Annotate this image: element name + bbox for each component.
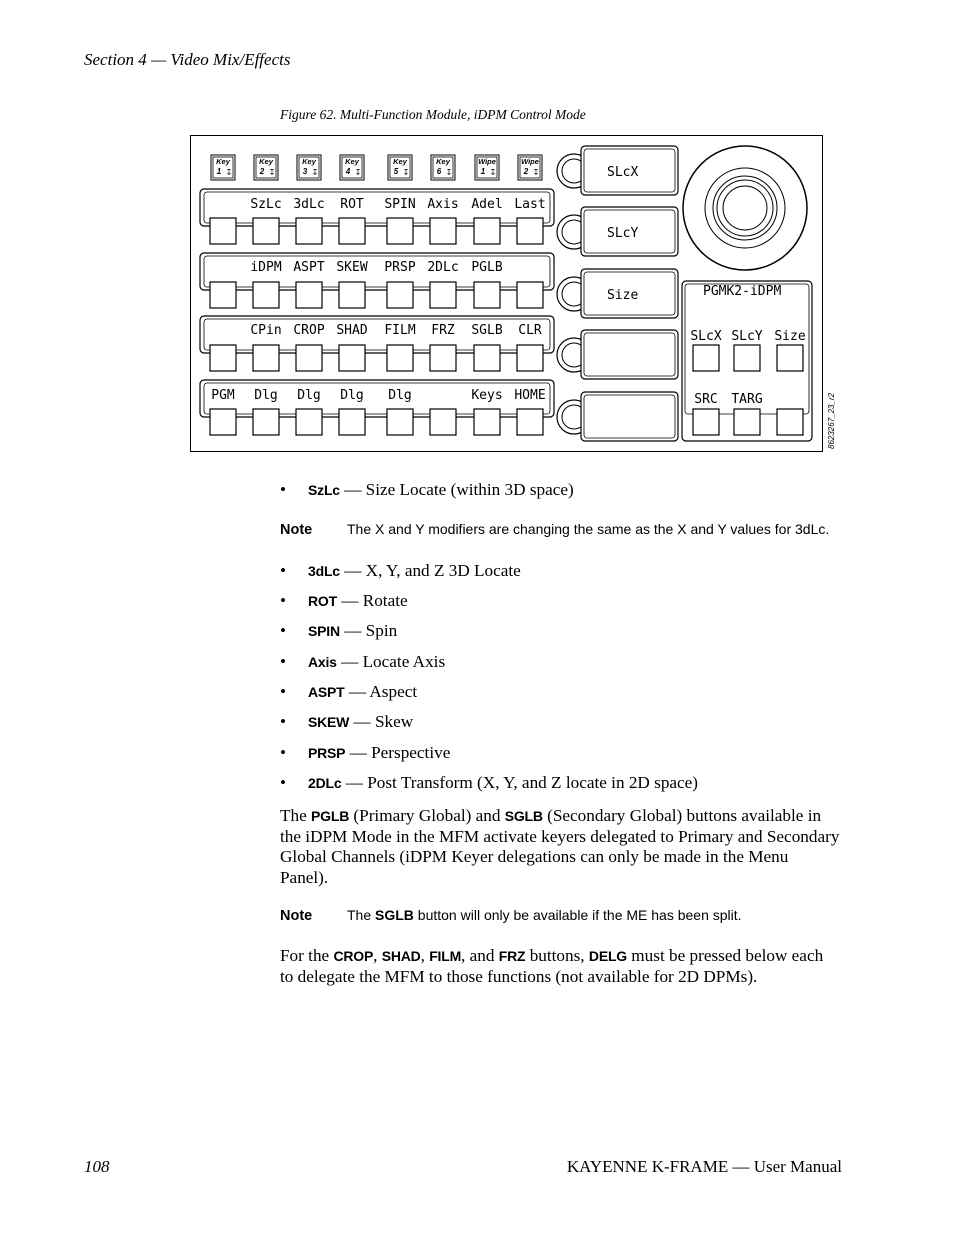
arrow-down-icon: ↧ bbox=[445, 168, 453, 177]
key-button-number: 5 bbox=[393, 167, 399, 176]
mfm-button[interactable] bbox=[339, 197, 365, 244]
key-select-button[interactable] bbox=[254, 155, 278, 180]
description: — Spin bbox=[339, 621, 398, 640]
mfm-button-label: SKEW bbox=[336, 260, 368, 275]
description: — Skew bbox=[349, 712, 414, 731]
mfm-button[interactable] bbox=[253, 388, 279, 435]
key-button-number: 4 bbox=[345, 167, 351, 176]
bullet-item: • ROT — Rotate bbox=[280, 591, 408, 610]
description: — Post Transform (X, Y, and Z locate in 2D space) bbox=[341, 773, 699, 792]
knob-label: SLcX bbox=[607, 165, 639, 180]
mfm-button[interactable] bbox=[430, 323, 456, 371]
mfm-button[interactable] bbox=[336, 323, 367, 371]
mfm-button[interactable] bbox=[210, 388, 236, 435]
mfm-button-label: 2DLc bbox=[427, 260, 459, 275]
mfm-button-label: CROP bbox=[293, 323, 325, 338]
note-1 bbox=[280, 521, 829, 539]
note-label: Note bbox=[280, 522, 313, 538]
bullet-item: • ASPT — Aspect bbox=[280, 682, 418, 701]
panel-button-label: SLcX bbox=[690, 329, 722, 344]
mfm-button[interactable] bbox=[471, 388, 502, 435]
bullet-item: • SPIN — Spin bbox=[280, 621, 398, 640]
mfm-button-label: PRSP bbox=[384, 260, 416, 275]
panel-label: SRC bbox=[694, 392, 718, 407]
panel-button-label: SLcY bbox=[731, 329, 763, 344]
panel-button-label: Size bbox=[774, 329, 806, 344]
knob-label-display bbox=[581, 330, 678, 379]
mfm-button[interactable] bbox=[514, 388, 545, 435]
figure-caption: Figure 62. Multi-Function Module, iDPM Control Mode bbox=[280, 107, 586, 122]
mfm-button[interactable] bbox=[430, 409, 456, 435]
mfm-button[interactable] bbox=[250, 323, 281, 371]
mfm-button[interactable] bbox=[427, 197, 458, 244]
key-button-number: 6 bbox=[436, 167, 442, 176]
mfm-button[interactable] bbox=[210, 282, 236, 308]
mfm-button[interactable] bbox=[293, 323, 324, 371]
arrow-down-icon: ↧ bbox=[268, 168, 276, 177]
mfm-button-label: SHAD bbox=[336, 323, 368, 338]
mfm-button-label: Keys bbox=[471, 388, 503, 403]
key-select-button[interactable] bbox=[340, 155, 364, 180]
figure-id: 8623267_23_r2 bbox=[827, 392, 836, 449]
key-button-top-label: Key bbox=[259, 157, 273, 166]
mfm-button-label: CLR bbox=[518, 323, 542, 338]
mfm-button[interactable] bbox=[387, 388, 413, 435]
mfm-button-label: SGLB bbox=[471, 323, 503, 338]
mfm-button-label: iDPM bbox=[250, 260, 282, 275]
knob-label-display bbox=[581, 392, 678, 441]
mfm-button-label: Dlg bbox=[340, 388, 364, 403]
arrow-down-icon: ↧ bbox=[225, 168, 233, 177]
panel-label: TARG bbox=[731, 392, 763, 407]
term: 3dLc bbox=[308, 563, 340, 579]
mfm-button-label: Dlg bbox=[297, 388, 321, 403]
mfm-button-label: ROT bbox=[340, 197, 364, 212]
arrow-down-icon: ↧ bbox=[354, 168, 362, 177]
page-number: 108 bbox=[84, 1157, 110, 1176]
bullet-item: • 2DLc — Post Transform (X, Y, and Z locate in 2D space) bbox=[280, 773, 699, 792]
key-select-button[interactable] bbox=[388, 155, 412, 180]
term: ASPT bbox=[308, 684, 345, 700]
term: Axis bbox=[308, 654, 337, 670]
panel-bottom-button[interactable] bbox=[777, 409, 803, 435]
mfm-button[interactable] bbox=[517, 282, 543, 308]
key-button-top-label: Wipe bbox=[478, 157, 496, 166]
key-select-button[interactable] bbox=[475, 155, 499, 180]
key-button-top-label: Key bbox=[345, 157, 359, 166]
key-button-number: 2 bbox=[259, 167, 265, 176]
mfm-button[interactable] bbox=[471, 197, 502, 244]
mfm-button[interactable] bbox=[514, 197, 545, 244]
mfm-diagram bbox=[190, 135, 836, 452]
mfm-button[interactable] bbox=[517, 323, 543, 371]
key-button-top-label: Key bbox=[436, 157, 450, 166]
panel-button[interactable] bbox=[774, 329, 805, 371]
bullet-item: • Axis — Locate Axis bbox=[280, 652, 446, 671]
mfm-button-label: SPIN bbox=[384, 197, 416, 212]
arrow-down-icon: ↧ bbox=[402, 168, 410, 177]
mfm-button[interactable] bbox=[427, 260, 458, 308]
mfm-button[interactable] bbox=[293, 260, 324, 308]
mfm-button[interactable] bbox=[336, 260, 367, 308]
mfm-button[interactable] bbox=[471, 323, 502, 371]
panel-button[interactable] bbox=[690, 329, 721, 371]
mfm-button[interactable] bbox=[339, 388, 365, 435]
note-text: The SGLB button will only be available if the ME has been split. bbox=[347, 907, 742, 923]
mfm-button-label: 3dLc bbox=[293, 197, 325, 212]
description: — Rotate bbox=[336, 591, 408, 610]
term: ROT bbox=[308, 593, 337, 609]
mfm-button-label: PGM bbox=[211, 388, 235, 403]
description: — X, Y, and Z 3D Locate bbox=[339, 561, 521, 580]
mfm-button-label: FILM bbox=[384, 323, 416, 338]
panel-bottom-button[interactable] bbox=[693, 409, 719, 435]
key-select-button[interactable] bbox=[431, 155, 455, 180]
term: SPIN bbox=[308, 623, 340, 639]
mfm-button-label: PGLB bbox=[471, 260, 503, 275]
mfm-button-label: Axis bbox=[427, 197, 459, 212]
mfm-button-label: SzLc bbox=[250, 197, 282, 212]
description: — Perspective bbox=[345, 743, 451, 762]
note-label: Note bbox=[280, 908, 313, 924]
mfm-button[interactable] bbox=[250, 197, 281, 244]
bullet-item: • SKEW — Skew bbox=[280, 712, 414, 731]
paragraph-globals: The PGLB (Primary Global) and SGLB (Secondary Global) buttons available in the iDPM Mode in the MFM activate keyers delegated to Primary and Secondary Global Channels (iDPM Keyer delegations can only be made in the Menu Panel). bbox=[280, 806, 840, 887]
mfm-button[interactable] bbox=[384, 260, 415, 308]
term: SKEW bbox=[308, 714, 350, 730]
key-select-button[interactable] bbox=[518, 155, 542, 180]
bullet-szlc: • SzLc — Size Locate (within 3D space) bbox=[280, 480, 574, 499]
mfm-button-label: Adel bbox=[471, 197, 503, 212]
mfm-button[interactable] bbox=[293, 197, 324, 244]
mfm-button-label: FRZ bbox=[431, 323, 455, 338]
panel-title: PGMK2-iDPM bbox=[703, 284, 782, 299]
key-select-button[interactable] bbox=[211, 155, 235, 180]
note-2 bbox=[280, 907, 742, 925]
mfm-button-label: Dlg bbox=[254, 388, 278, 403]
key-button-number: 1 bbox=[480, 167, 486, 176]
panel-bottom-button[interactable] bbox=[734, 409, 760, 435]
note-text: The X and Y modifiers are changing the same as the X and Y values for 3dLc. bbox=[347, 521, 830, 537]
key-button-top-label: Key bbox=[393, 157, 407, 166]
mfm-button[interactable] bbox=[384, 197, 415, 244]
key-button-number: 3 bbox=[302, 167, 308, 176]
mfm-button-label: Last bbox=[514, 197, 546, 212]
footer-title: KAYENNE K-FRAME — User Manual bbox=[566, 1157, 842, 1176]
mfm-button-label: Dlg bbox=[388, 388, 412, 403]
arrow-down-icon: ↧ bbox=[532, 168, 540, 177]
key-button-top-label: Key bbox=[302, 157, 316, 166]
section-header: Section 4 — Video Mix/Effects bbox=[84, 50, 291, 69]
key-button-top-label: Key bbox=[216, 157, 230, 166]
mfm-button[interactable] bbox=[250, 260, 281, 308]
arrow-down-icon: ↧ bbox=[489, 168, 497, 177]
mfm-button-label: ASPT bbox=[293, 260, 325, 275]
mfm-button[interactable] bbox=[210, 218, 236, 244]
joystick[interactable] bbox=[683, 146, 807, 270]
key-button-number: 1 bbox=[216, 167, 222, 176]
description: — Aspect bbox=[344, 682, 418, 701]
paragraph-delegation: For the CROP, SHAD, FILM, and FRZ buttons, DELG must be pressed below each to delegate the MFM to those functions (not available for 2D DPMs). bbox=[280, 946, 824, 986]
term: PRSP bbox=[308, 745, 346, 761]
key-button-number: 2 bbox=[523, 167, 529, 176]
mfm-button-label: HOME bbox=[514, 388, 546, 403]
term: SzLc bbox=[308, 482, 340, 498]
term: 2DLc bbox=[308, 775, 342, 791]
bullet-item: • PRSP — Perspective bbox=[280, 743, 451, 762]
arrow-down-icon: ↧ bbox=[311, 168, 319, 177]
key-button-top-label: Wipe bbox=[521, 157, 539, 166]
description: — Size Locate (within 3D space) bbox=[339, 480, 574, 499]
mfm-button[interactable] bbox=[384, 323, 415, 371]
mfm-button[interactable] bbox=[471, 260, 502, 308]
mfm-button-label: CPin bbox=[250, 323, 282, 338]
panel-button[interactable] bbox=[731, 329, 762, 371]
knob-label: Size bbox=[607, 288, 639, 303]
key-select-button[interactable] bbox=[297, 155, 321, 180]
description: — Locate Axis bbox=[336, 652, 446, 671]
bullet-item: • 3dLc — X, Y, and Z 3D Locate bbox=[280, 561, 521, 580]
knob-label: SLcY bbox=[607, 226, 639, 241]
mfm-button[interactable] bbox=[210, 345, 236, 371]
mfm-button[interactable] bbox=[296, 388, 322, 435]
